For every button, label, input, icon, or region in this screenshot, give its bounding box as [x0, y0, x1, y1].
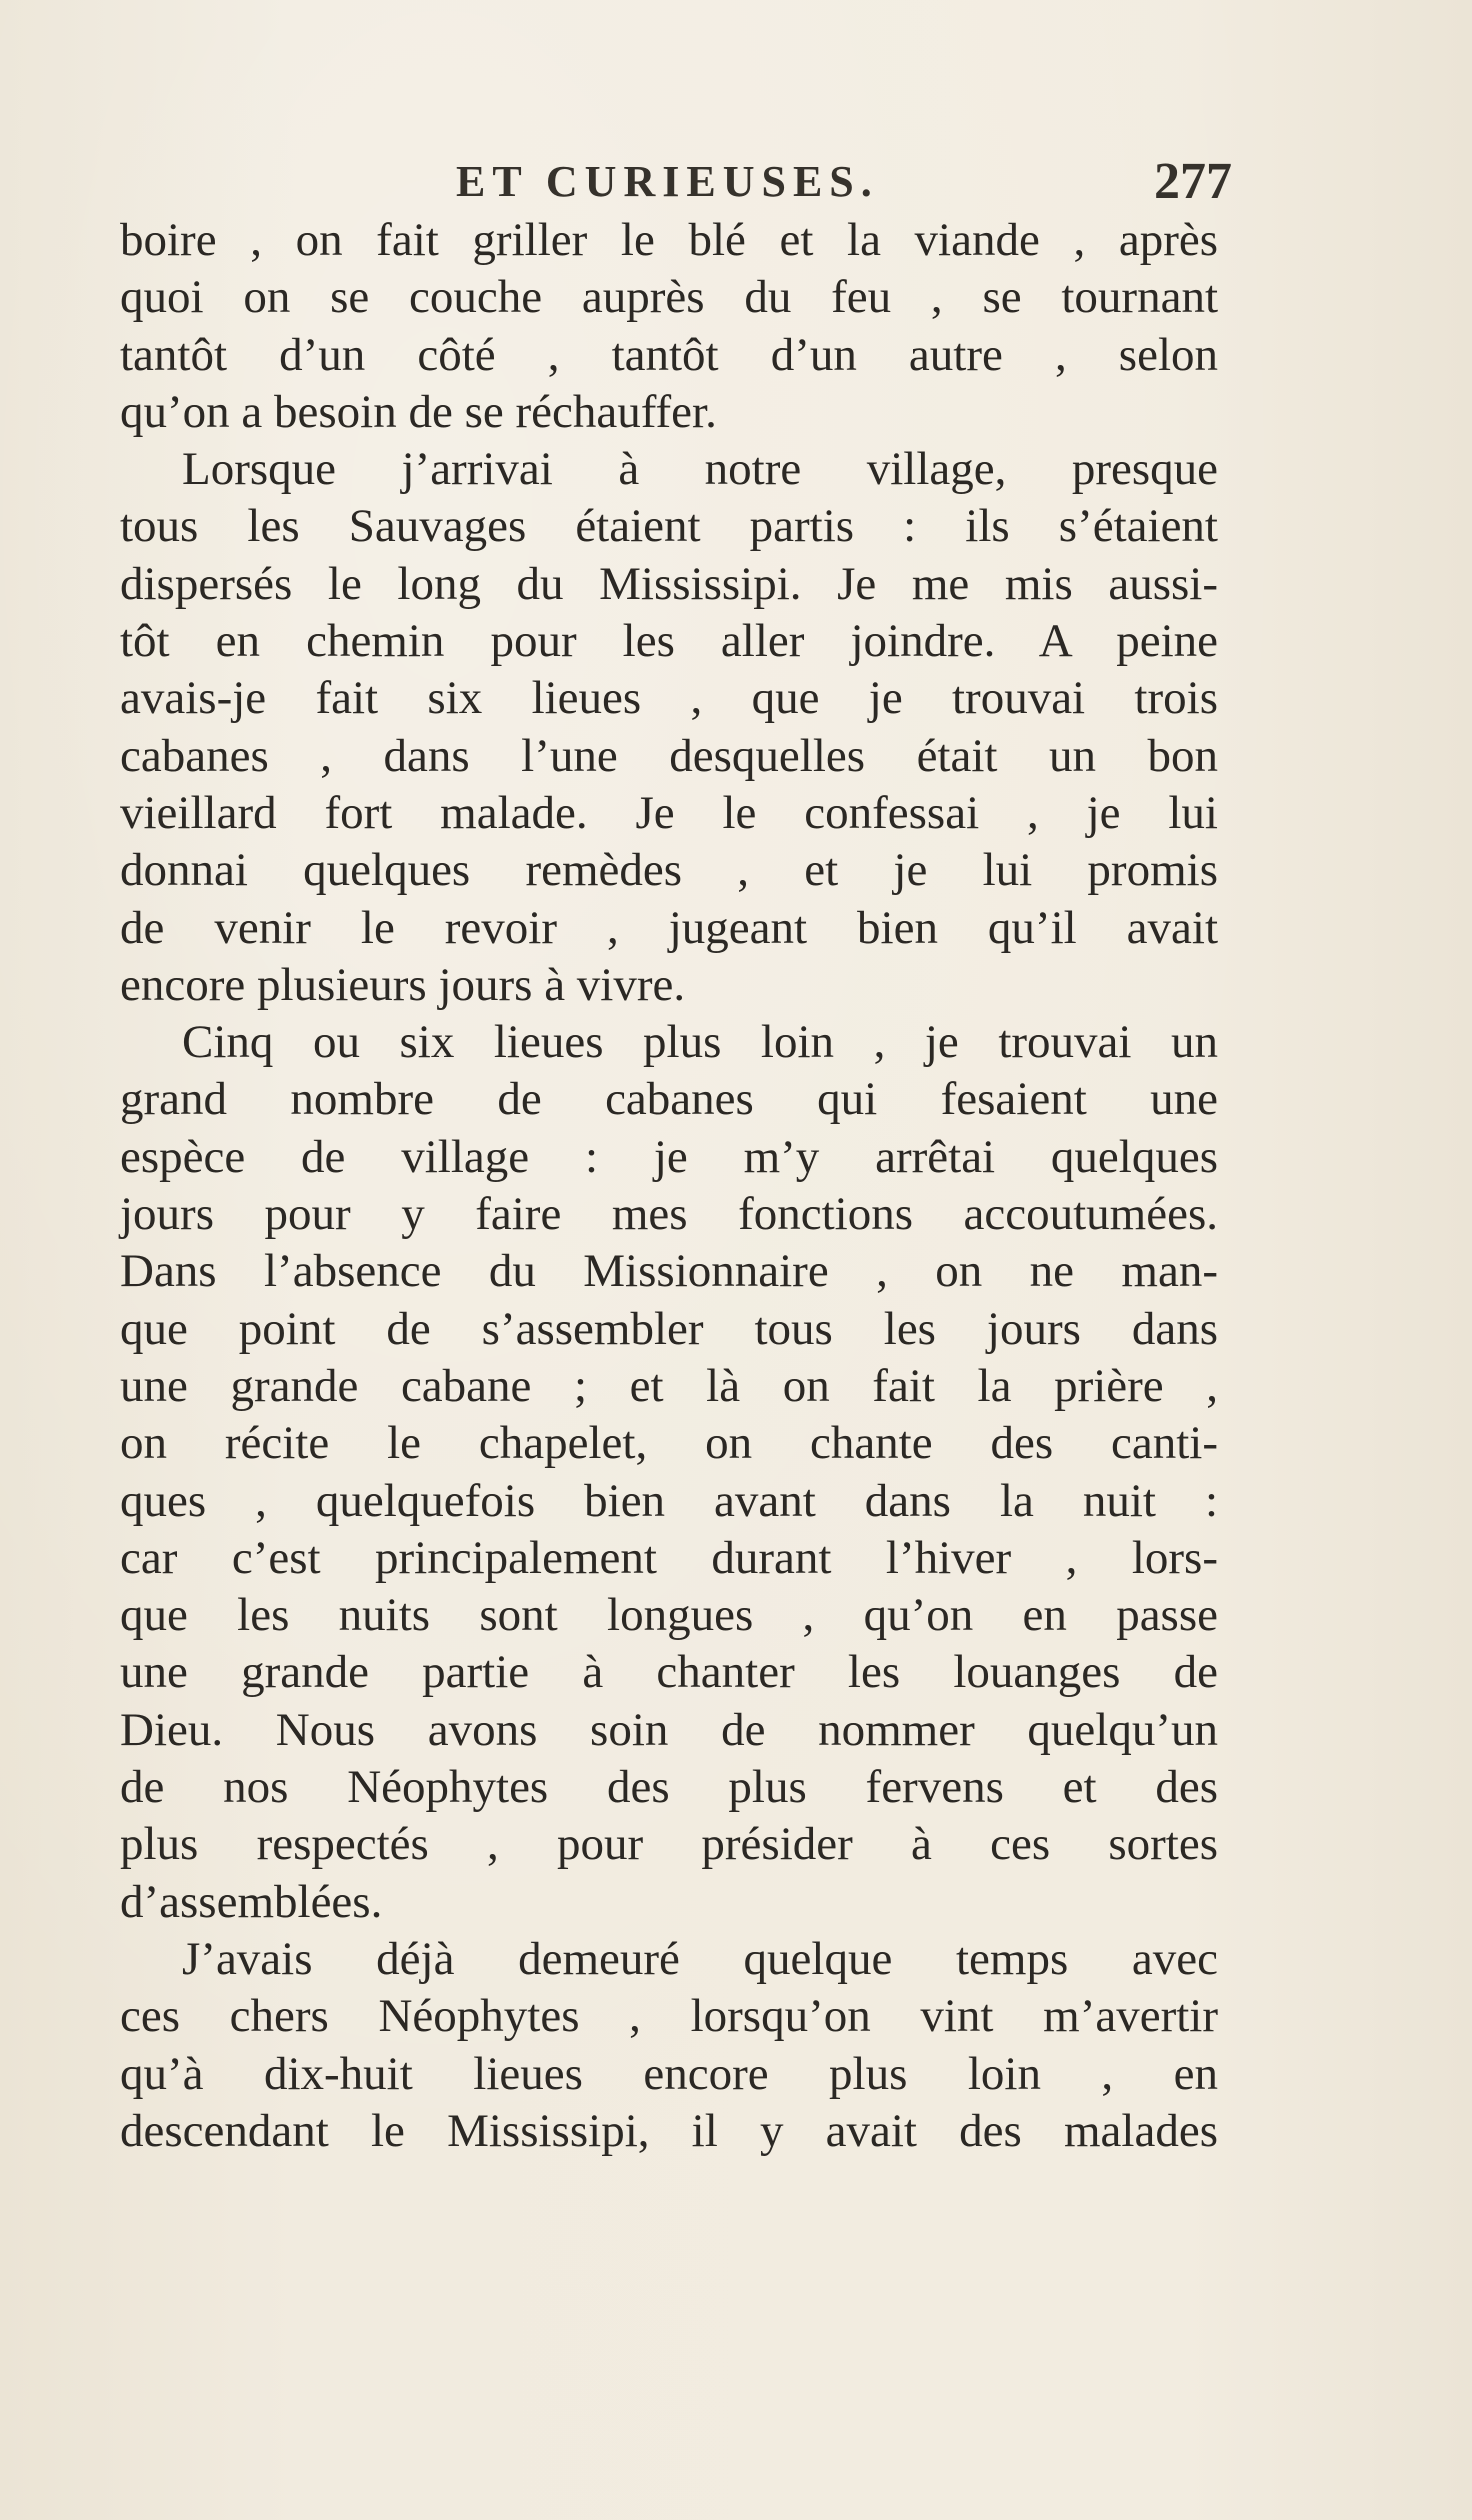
text-line: Cinq ou six lieues plus loin , je trouvai un [182, 1016, 1218, 1069]
text-line: d’assemblées. [120, 1875, 383, 1928]
text-line: J’avais déjà demeuré quelque temps avec [182, 1932, 1218, 1985]
text-line: espèce de village : je m’y arrêtai quelques [120, 1130, 1218, 1183]
text-line: quoi on se couche auprès du feu , se tournant [120, 271, 1218, 324]
text-line: Dans l’absence du Missionnaire , on ne man- [120, 1245, 1218, 1298]
text-line: encore plusieurs jours à vivre. [120, 958, 686, 1011]
running-title: ET CURIEUSES. [456, 157, 879, 206]
text-line: jours pour y faire mes fonctions accoutumées. [120, 1188, 1218, 1241]
text-line: qu’à dix-huit lieues encore plus loin , en [120, 2047, 1218, 2100]
text-line: tantôt d’un côté , tantôt d’un autre , selon [120, 328, 1218, 381]
body-text [120, 212, 1218, 2160]
text-line: tous les Sauvages étaient partis : ils s’étaient [120, 500, 1218, 553]
text-line: dispersés le long du Mississipi. Je me mis aussi- [120, 557, 1218, 610]
text-line: une grande cabane ; et là on fait la prière , [120, 1359, 1218, 1412]
text-line: grand nombre de cabanes qui fesaient une [120, 1073, 1218, 1126]
text-line: qu’on a besoin de se réchauffer. [120, 385, 717, 438]
text-line: avais-je fait six lieues , que je trouvai trois [120, 672, 1218, 725]
text-line: que les nuits sont longues , qu’on en passe [120, 1589, 1218, 1642]
text-line: de venir le revoir , jugeant bien qu’il avait [120, 901, 1218, 954]
text-line: plus respectés , pour présider à ces sortes [120, 1818, 1218, 1871]
text-line: boire , on fait griller le blé et la viande , après [120, 214, 1218, 266]
text-line: que point de s’assembler tous les jours dans [120, 1302, 1218, 1355]
text-line: de nos Néophytes des plus fervens et des [120, 1761, 1218, 1814]
text-line: ces chers Néophytes , lorsqu’on vint m’avertir [120, 1990, 1218, 2043]
text-line: descendant le Mississipi, il y avait des malades [120, 2104, 1218, 2157]
text-line: une grande partie à chanter les louanges de [120, 1646, 1218, 1699]
text-line: tôt en chemin pour les aller joindre. A peine [120, 615, 1218, 668]
text-line: Dieu. Nous avons soin de nommer quelqu’un [120, 1703, 1218, 1756]
page-number: 277 [1154, 153, 1232, 210]
text-line: ques , quelquefois bien avant dans la nuit : [120, 1474, 1218, 1527]
text-line: donnai quelques remèdes , et je lui promis [120, 844, 1218, 897]
text-line: cabanes , dans l’une desquelles était un bon [120, 729, 1218, 782]
running-head [120, 153, 1232, 216]
text-line: on récite le chapelet, on chante des canti- [120, 1417, 1218, 1470]
text-line: vieillard fort malade. Je le confessai , je lui [120, 786, 1218, 839]
text-line: Lorsque j’arrivai à notre village, presque [182, 443, 1218, 496]
text-line: car c’est principalement durant l’hiver , lors- [120, 1531, 1218, 1584]
